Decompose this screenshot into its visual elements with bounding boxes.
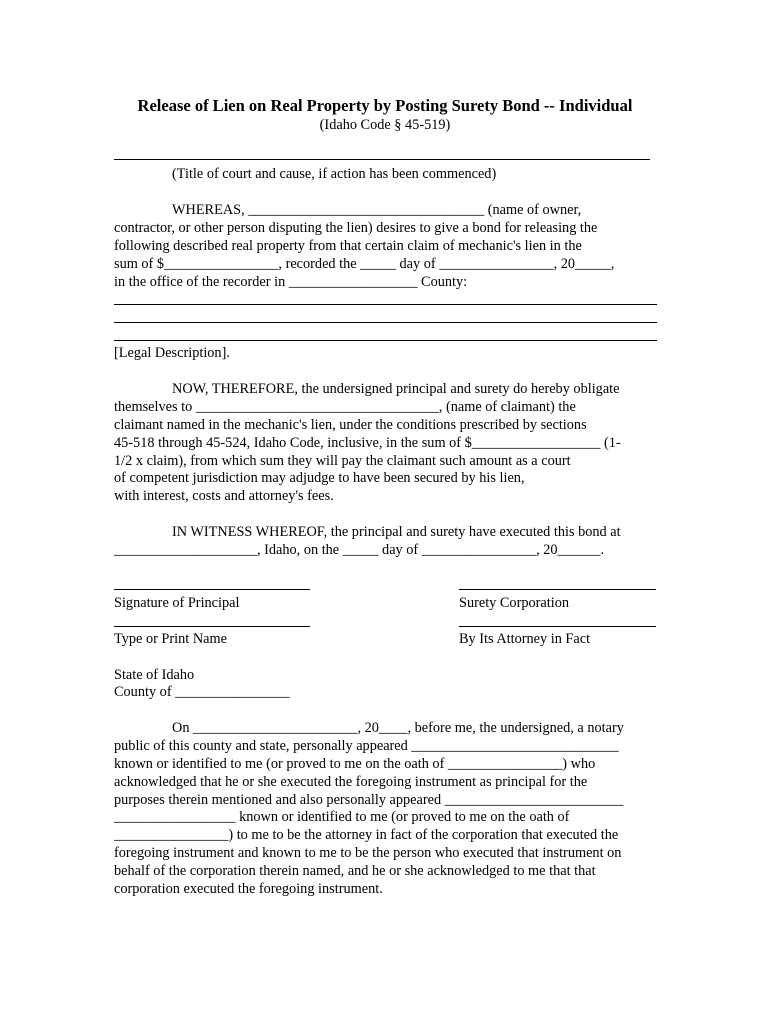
notary-line-10: corporation executed the foregoing instrument. xyxy=(114,881,383,897)
venue-state: State of Idaho xyxy=(114,667,195,683)
surety-signature-line xyxy=(459,589,656,590)
witness-line-2: ____________________, Idaho, on the _____ day of ________________, 20______. xyxy=(114,542,605,558)
whereas-line-4: sum of $________________, recorded the _____ day of ________________, 20_____, xyxy=(114,256,615,272)
venue-county: County of ________________ xyxy=(114,684,290,700)
notary-line-1: On _______________________, 20____, before me, the undersigned, a notary xyxy=(172,720,624,736)
therefore-line-2: themselves to __________________________________, (name of claimant) the xyxy=(114,399,576,415)
attorney-line xyxy=(459,626,656,627)
court-caption: (Title of court and cause, if action has been commenced) xyxy=(172,166,497,182)
therefore-line-6: of competent jurisdiction may adjudge to have been secured by his lien, xyxy=(114,470,525,486)
notary-line-7: ________________) to me to be the attorney in fact of the corporation that executed the xyxy=(114,827,619,843)
notary-line-2: public of this county and state, personally appeared _____________________________ xyxy=(114,738,619,754)
document-title: Release of Lien on Real Property by Posting Surety Bond -- Individual xyxy=(137,96,633,115)
legal-description-line xyxy=(114,340,657,341)
court-caption-line xyxy=(114,159,650,160)
notary-line-3: known or identified to me (or proved to me on the oath of ________________) who xyxy=(114,756,596,772)
whereas-line-1: WHEREAS, _________________________________ (name of owner, xyxy=(172,202,582,218)
witness-line-1: IN WITNESS WHEREOF, the principal and surety have executed this bond at xyxy=(172,524,621,540)
notary-line-4: acknowledged that he or she executed the foregoing instrument as principal for the xyxy=(114,774,588,790)
therefore-line-3: claimant named in the mechanic's lien, under the conditions prescribed by sections xyxy=(114,417,587,433)
principal-signature-label: Signature of Principal xyxy=(114,595,240,611)
whereas-line-2: contractor, or other person disputing the lien) desires to give a bond for releasing the xyxy=(114,220,598,236)
principal-signature-line xyxy=(114,589,310,590)
statute-reference: (Idaho Code § 45-519) xyxy=(319,117,451,133)
therefore-line-5: 1/2 x claim), from which sum they will pay the claimant such amount as a court xyxy=(114,453,571,469)
notary-line-5: purposes therein mentioned and also personally appeared _________________________ xyxy=(114,792,624,808)
principal-name-label: Type or Print Name xyxy=(114,631,227,647)
notary-line-6: _________________ known or identified to me (or proved to me on the oath of xyxy=(114,809,570,825)
whereas-line-3: following described real property from that certain claim of mechanic's lien in the xyxy=(114,238,582,254)
whereas-line-5: in the office of the recorder in __________________ County: xyxy=(114,274,468,290)
legal-description-line xyxy=(114,304,657,305)
principal-name-line xyxy=(114,626,310,627)
surety-corporation-label: Surety Corporation xyxy=(459,595,569,611)
notary-line-9: behalf of the corporation therein named, and he or she acknowledged to me that that xyxy=(114,863,596,879)
therefore-line-1: NOW, THEREFORE, the undersigned principal and surety do hereby obligate xyxy=(172,381,620,397)
attorney-in-fact-label: By Its Attorney in Fact xyxy=(459,631,591,647)
notary-line-8: foregoing instrument and known to me to be the person who executed that instrument on xyxy=(114,845,622,861)
legal-description-line xyxy=(114,322,657,323)
therefore-line-4: 45-518 through 45-524, Idaho Code, inclusive, in the sum of $__________________ (1- xyxy=(114,435,621,451)
legal-description-label: [Legal Description]. xyxy=(114,345,230,361)
therefore-line-7: with interest, costs and attorney's fees. xyxy=(114,488,334,504)
